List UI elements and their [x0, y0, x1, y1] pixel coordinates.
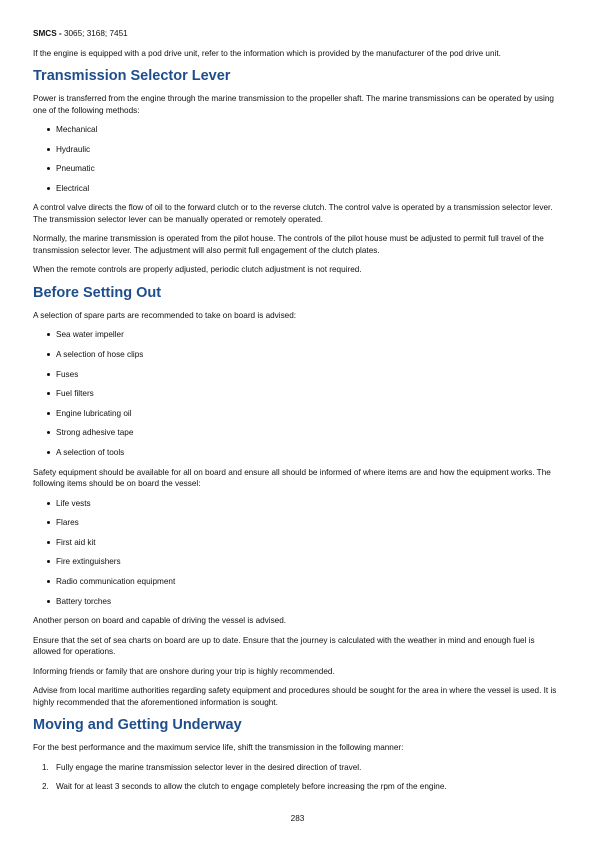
page-number: 283 — [290, 814, 305, 823]
list-item: A selection of tools — [33, 447, 563, 458]
list-item: Fuses — [33, 369, 563, 380]
safety-list — [33, 498, 563, 607]
paragraph: For the best performance and the maximum service life, shift the transmission in the following manner: — [33, 743, 404, 753]
list-item: Fire extinguishers — [33, 556, 563, 567]
paragraph: Normally, the marine transmission is operated from the pilot house. The controls of the pilot house must be adjusted to permit full travel of the transmission selector lever. The adjustment will also permit full engagement of the clutch plates. — [33, 234, 544, 255]
list-item: Engine lubricating oil — [33, 408, 563, 419]
smcs-line — [33, 28, 563, 40]
list-item: Flares — [33, 517, 563, 528]
paragraph: Advise from local maritime authorities regarding safety equipment and procedures should be sought for the area in where the vessel is used. It is highly recommended that the aforementioned information is sought. — [33, 686, 557, 707]
spares-list — [33, 329, 563, 458]
paragraph: Informing friends or family that are onshore during your trip is highly recommended. — [33, 666, 335, 676]
list-item: A selection of hose clips — [33, 349, 563, 360]
paragraph: Safety equipment should be available for all on board and ensure all should be informed of where items are and how the equipment works. The following items should be on board the vessel: — [33, 467, 551, 489]
intro-paragraph: If the engine is equipped with a pod drive unit, refer to the information which is provided by the manufacturer of the pod drive unit. — [33, 48, 501, 58]
paragraph: Ensure that the set of sea charts on board are up to date. Ensure that the journey is calculated with the weather in mind and enough fuel is allowed for operations. — [33, 635, 535, 657]
list-item: First aid kit — [33, 537, 563, 548]
list-item: Mechanical — [33, 124, 563, 135]
document-page — [33, 28, 563, 801]
list-item: Radio communication equipment — [33, 576, 563, 587]
methods-list — [33, 124, 563, 194]
step-item — [33, 781, 563, 792]
list-item: Electrical — [33, 183, 563, 194]
step-text: Wait for at least 3 seconds to allow the clutch to engage completely before increasing the rpm of the engine. — [56, 782, 447, 792]
paragraph: A control valve directs the flow of oil to the forward clutch or to the reverse clutch. The control valve is operated by a transmission selector lever. The transmission selector lever can be manually operated or remotely operated. — [33, 203, 553, 224]
paragraph: A selection of spare parts are recommended to take on board is advised: — [33, 310, 297, 320]
heading-before-setting-out: Before Setting Out — [33, 284, 162, 301]
paragraph: Another person on board and capable of driving the vessel is advised. — [33, 616, 287, 626]
heading-transmission-selector-lever: Transmission Selector Lever — [33, 68, 231, 84]
list-item: Life vests — [33, 498, 563, 509]
list-item: Pneumatic — [33, 163, 563, 174]
smcs-codes: 3065; 3168; 7451 — [63, 29, 128, 38]
step-text: Fully engage the marine transmission selector lever in the desired direction of travel. — [56, 762, 362, 772]
list-item: Hydraulic — [33, 144, 563, 155]
list-item: Sea water impeller — [33, 329, 563, 340]
step-number: 2. — [42, 782, 49, 792]
step-number: 1. — [42, 762, 49, 772]
list-item: Fuel filters — [33, 388, 563, 399]
steps-list — [33, 762, 563, 793]
paragraph: Power is transferred from the engine through the marine transmission to the propeller shaft. The marine transmissions can be operated by using one of the following methods: — [33, 94, 554, 115]
step-item — [33, 762, 563, 773]
smcs-label: SMCS - — [33, 29, 62, 38]
list-item: Battery torches — [33, 596, 563, 607]
list-item: Strong adhesive tape — [33, 427, 563, 438]
paragraph: When the remote controls are properly adjusted, periodic clutch adjustment is not required. — [33, 265, 362, 275]
heading-moving-and-getting-underway: Moving and Getting Underway — [33, 717, 242, 734]
